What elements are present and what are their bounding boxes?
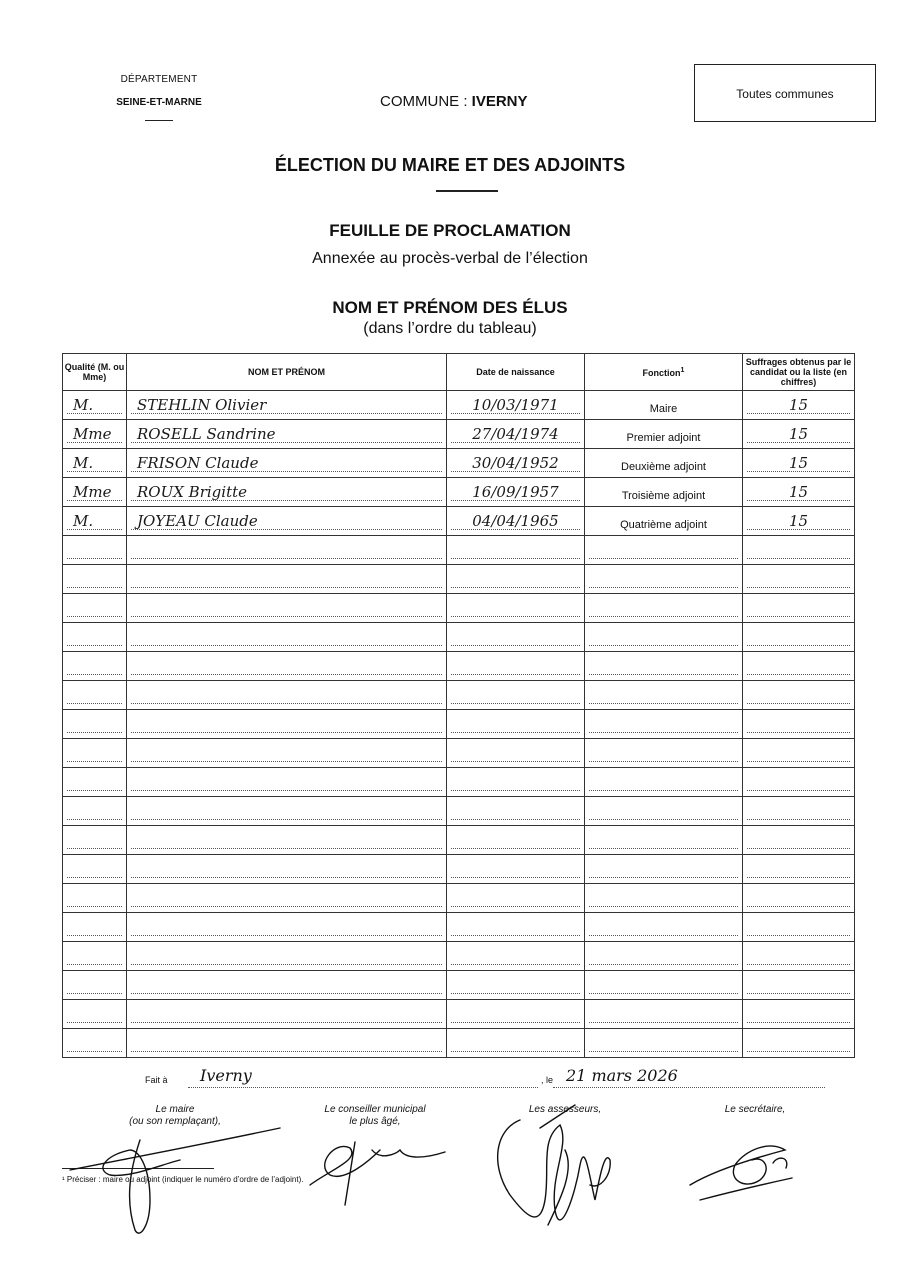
cell-suffrages <box>743 971 855 1000</box>
header-fonction-label: Fonction <box>642 368 681 378</box>
dotted-line <box>67 732 122 733</box>
title-divider <box>436 190 498 192</box>
cell-fonction <box>585 971 743 1000</box>
cell-nom <box>127 826 447 855</box>
header-date: Date de naissance <box>447 354 585 391</box>
le-date: 21 mars 2026 <box>566 1066 678 1085</box>
cell-nom <box>127 681 447 710</box>
dotted-line <box>131 558 442 559</box>
cell-nom <box>127 942 447 971</box>
table-row <box>63 536 855 565</box>
fait-dotted-line <box>188 1087 538 1088</box>
dotted-line <box>131 587 442 588</box>
dotted-line <box>131 761 442 762</box>
dotted-line <box>747 587 850 588</box>
dotted-line <box>451 964 580 965</box>
dotted-line <box>747 1051 850 1052</box>
table-row <box>63 1000 855 1029</box>
cell-suffrages <box>743 739 855 768</box>
dotted-line <box>747 964 850 965</box>
dotted-line <box>131 1051 442 1052</box>
conseiller-title: Le conseiller municipal <box>324 1104 426 1115</box>
table-row <box>63 797 855 826</box>
cell-nom <box>127 710 447 739</box>
fonction-value: Quatrième adjoint <box>620 519 707 531</box>
dotted-line <box>451 703 580 704</box>
cell-qualite <box>63 681 127 710</box>
dotted-line <box>67 1022 122 1023</box>
dotted-line <box>589 906 738 907</box>
cell-fonction <box>585 507 743 536</box>
cell-date <box>447 1000 585 1029</box>
cell-suffrages <box>743 420 855 449</box>
dotted-line <box>67 819 122 820</box>
suffrages-value: 15 <box>788 454 809 472</box>
table-row <box>63 942 855 971</box>
header-suffrages: Suffrages obtenus par le candidat ou la liste (en chiffres) <box>743 354 855 391</box>
cell-fonction <box>585 623 743 652</box>
dotted-line <box>747 1022 850 1023</box>
commune-label: COMMUNE : <box>380 93 468 110</box>
dotted-line <box>451 877 580 878</box>
table-row <box>63 652 855 681</box>
cell-date <box>447 826 585 855</box>
cell-fonction <box>585 420 743 449</box>
cell-fonction <box>585 681 743 710</box>
cell-nom <box>127 884 447 913</box>
cell-nom <box>127 478 447 507</box>
cell-date <box>447 768 585 797</box>
cell-suffrages <box>743 855 855 884</box>
cell-fonction <box>585 594 743 623</box>
cell-fonction <box>585 710 743 739</box>
dotted-line <box>451 732 580 733</box>
cell-date <box>447 681 585 710</box>
dotted-line <box>747 906 850 907</box>
cell-suffrages <box>743 826 855 855</box>
cell-date <box>447 478 585 507</box>
cell-suffrages <box>743 1000 855 1029</box>
fonction-value: Maire <box>649 403 678 415</box>
dotted-line <box>131 906 442 907</box>
dotted-line <box>589 993 738 994</box>
dotted-line <box>589 674 738 675</box>
table-row <box>63 623 855 652</box>
dotted-line <box>131 645 442 646</box>
suffrages-value: 15 <box>788 425 809 443</box>
dotted-line <box>747 616 850 617</box>
dotted-line <box>131 703 442 704</box>
dotted-line <box>451 1051 580 1052</box>
maire-subtitle: (ou son remplaçant), <box>129 1116 221 1127</box>
dotted-line <box>747 877 850 878</box>
cell-qualite <box>63 971 127 1000</box>
cell-qualite <box>63 391 127 420</box>
dotted-line <box>451 819 580 820</box>
header-fonction-note: 1 <box>680 367 685 374</box>
cell-qualite <box>63 652 127 681</box>
table-row <box>63 478 855 507</box>
cell-suffrages <box>743 942 855 971</box>
suffrages-value: 15 <box>788 483 809 501</box>
nom-value: ROSELL Sandrine <box>137 425 276 443</box>
cell-nom <box>127 594 447 623</box>
dotted-line <box>451 848 580 849</box>
cell-suffrages <box>743 507 855 536</box>
date-value: 30/04/1952 <box>472 454 559 472</box>
assesseurs-title: Les assesseurs, <box>528 1104 602 1115</box>
nom-value: ROUX Brigitte <box>137 483 248 501</box>
header-fonction <box>585 354 743 391</box>
table-row <box>63 739 855 768</box>
departement-name: SEINE-ET-MARNE <box>116 97 202 108</box>
cell-nom <box>127 913 447 942</box>
cell-qualite <box>63 594 127 623</box>
dotted-line <box>131 819 442 820</box>
maire-title: Le maire <box>155 1104 195 1115</box>
footnote-rule <box>62 1168 214 1169</box>
dotted-line <box>131 964 442 965</box>
dotted-line <box>67 703 122 704</box>
cell-qualite <box>63 507 127 536</box>
cell-qualite <box>63 1029 127 1058</box>
dotted-line <box>67 877 122 878</box>
cell-suffrages <box>743 768 855 797</box>
dotted-line <box>67 761 122 762</box>
table-row <box>63 768 855 797</box>
table-row <box>63 420 855 449</box>
dotted-line <box>131 1022 442 1023</box>
cell-nom <box>127 768 447 797</box>
le-label: , le <box>541 1075 554 1085</box>
assesseur-signature <box>498 1105 611 1225</box>
dotted-line <box>67 906 122 907</box>
main-title: ÉLECTION DU MAIRE ET DES ADJOINTS <box>274 155 626 175</box>
dotted-line <box>451 587 580 588</box>
conseiller-signature <box>310 1142 445 1205</box>
secretaire-signature <box>690 1146 792 1200</box>
cell-fonction <box>585 536 743 565</box>
cell-qualite <box>63 797 127 826</box>
dotted-line <box>67 558 122 559</box>
cell-qualite <box>63 420 127 449</box>
qualite-value: M. <box>73 512 94 530</box>
table-header-row <box>63 354 855 391</box>
cell-suffrages <box>743 391 855 420</box>
cell-qualite <box>63 826 127 855</box>
dotted-line <box>451 616 580 617</box>
cell-fonction <box>585 768 743 797</box>
qualite-value: M. <box>73 396 94 414</box>
cell-fonction <box>585 797 743 826</box>
cell-suffrages <box>743 478 855 507</box>
dotted-line <box>747 761 850 762</box>
dotted-line <box>131 877 442 878</box>
dotted-line <box>589 1051 738 1052</box>
cell-nom <box>127 739 447 768</box>
toutes-communes-box <box>694 64 876 122</box>
fonction-value: Premier adjoint <box>626 432 701 444</box>
cell-suffrages <box>743 913 855 942</box>
cell-date <box>447 391 585 420</box>
cell-fonction <box>585 826 743 855</box>
dotted-line <box>589 645 738 646</box>
dotted-line <box>451 558 580 559</box>
cell-fonction <box>585 1000 743 1029</box>
cell-qualite <box>63 710 127 739</box>
dotted-line <box>589 848 738 849</box>
dotted-line <box>67 848 122 849</box>
cell-nom <box>127 652 447 681</box>
date-value: 16/09/1957 <box>472 483 559 501</box>
dotted-line <box>131 616 442 617</box>
dotted-line <box>451 935 580 936</box>
table-row <box>63 1029 855 1058</box>
dotted-line <box>451 1022 580 1023</box>
dotted-line <box>589 877 738 878</box>
toutes-communes-text: Toutes communes <box>736 87 834 101</box>
table-row <box>63 884 855 913</box>
header-nom: NOM ET PRÉNOM <box>127 354 447 391</box>
cell-date <box>447 971 585 1000</box>
dotted-line <box>131 790 442 791</box>
cell-qualite <box>63 768 127 797</box>
dotted-line <box>747 732 850 733</box>
footnote: ¹ Préciser : maire ou adjoint (indiquer le numéro d’ordre de l’adjoint). <box>62 1175 304 1184</box>
secretaire-signature-heading <box>685 1104 825 1116</box>
cell-qualite <box>63 449 127 478</box>
conseiller-signature-heading <box>300 1104 450 1128</box>
dotted-line <box>589 790 738 791</box>
cell-suffrages <box>743 536 855 565</box>
cell-nom <box>127 797 447 826</box>
dotted-line <box>589 558 738 559</box>
cell-date <box>447 536 585 565</box>
cell-date <box>447 652 585 681</box>
dotted-line <box>451 790 580 791</box>
dotted-line <box>67 790 122 791</box>
nom-value: JOYEAU Claude <box>137 512 258 530</box>
date-value: 04/04/1965 <box>472 512 559 530</box>
maire-signature-heading <box>100 1104 250 1128</box>
cell-qualite <box>63 855 127 884</box>
nom-value: FRISON Claude <box>137 454 259 472</box>
cell-nom <box>127 449 447 478</box>
dotted-line <box>747 674 850 675</box>
cell-date <box>447 797 585 826</box>
dotted-line <box>747 993 850 994</box>
cell-qualite <box>63 565 127 594</box>
table-row <box>63 681 855 710</box>
le-dotted-line <box>553 1087 825 1088</box>
table-row <box>63 710 855 739</box>
sheet-title: FEUILLE DE PROCLAMATION <box>329 221 571 240</box>
dotted-line <box>589 819 738 820</box>
cell-qualite <box>63 623 127 652</box>
cell-qualite <box>63 478 127 507</box>
qualite-value: M. <box>73 454 94 472</box>
dotted-line <box>747 645 850 646</box>
dotted-line <box>451 993 580 994</box>
dotted-line <box>67 616 122 617</box>
dotted-line <box>589 935 738 936</box>
cell-date <box>447 942 585 971</box>
cell-fonction <box>585 391 743 420</box>
assesseurs-signature-heading <box>490 1104 640 1116</box>
cell-date <box>447 710 585 739</box>
cell-date <box>447 855 585 884</box>
cell-nom <box>127 565 447 594</box>
cell-suffrages <box>743 565 855 594</box>
cell-fonction <box>585 913 743 942</box>
dotted-line <box>67 935 122 936</box>
cell-date <box>447 420 585 449</box>
cell-suffrages <box>743 652 855 681</box>
dotted-line <box>747 703 850 704</box>
cell-date <box>447 1029 585 1058</box>
cell-fonction <box>585 884 743 913</box>
nom-value: STEHLIN Olivier <box>137 396 267 414</box>
commune-name: IVERNY <box>471 93 528 110</box>
dotted-line <box>451 674 580 675</box>
table-row <box>63 971 855 1000</box>
suffrages-value: 15 <box>788 512 809 530</box>
table-row <box>63 507 855 536</box>
fait-place: Iverny <box>200 1066 252 1085</box>
table-row <box>63 391 855 420</box>
cell-nom <box>127 391 447 420</box>
dotted-line <box>589 587 738 588</box>
dotted-line <box>131 674 442 675</box>
cell-qualite <box>63 536 127 565</box>
conseiller-subtitle: le plus âgé, <box>349 1116 401 1127</box>
cell-suffrages <box>743 449 855 478</box>
table-row <box>63 565 855 594</box>
cell-date <box>447 913 585 942</box>
cell-date <box>447 623 585 652</box>
cell-fonction <box>585 855 743 884</box>
cell-fonction <box>585 478 743 507</box>
cell-nom <box>127 420 447 449</box>
cell-nom <box>127 971 447 1000</box>
cell-qualite <box>63 913 127 942</box>
dotted-line <box>67 587 122 588</box>
cell-nom <box>127 1000 447 1029</box>
cell-qualite <box>63 739 127 768</box>
sheet-subtitle: Annexée au procès-verbal de l’élection <box>312 250 588 267</box>
dotted-line <box>131 848 442 849</box>
dotted-line <box>131 993 442 994</box>
cell-date <box>447 739 585 768</box>
secretaire-title: Le secrétaire, <box>724 1104 786 1115</box>
commune-line <box>380 93 528 110</box>
cell-fonction <box>585 565 743 594</box>
cell-nom <box>127 1029 447 1058</box>
cell-suffrages <box>743 1029 855 1058</box>
cell-qualite <box>63 1000 127 1029</box>
departement-divider <box>145 120 173 121</box>
dotted-line <box>589 616 738 617</box>
dotted-line <box>67 645 122 646</box>
fonction-value: Deuxième adjoint <box>621 461 706 473</box>
elus-table <box>62 353 855 1058</box>
cell-nom <box>127 855 447 884</box>
cell-date <box>447 449 585 478</box>
qualite-value: Mme <box>73 425 112 443</box>
elus-title: NOM ET PRÉNOM DES ÉLUS <box>332 298 568 317</box>
dotted-line <box>67 993 122 994</box>
dotted-line <box>747 819 850 820</box>
cell-nom <box>127 623 447 652</box>
cell-fonction <box>585 1029 743 1058</box>
qualite-value: Mme <box>73 483 112 501</box>
cell-fonction <box>585 652 743 681</box>
cell-date <box>447 507 585 536</box>
cell-qualite <box>63 942 127 971</box>
cell-fonction <box>585 739 743 768</box>
cell-fonction <box>585 942 743 971</box>
cell-nom <box>127 536 447 565</box>
cell-fonction <box>585 449 743 478</box>
dotted-line <box>589 732 738 733</box>
dotted-line <box>747 790 850 791</box>
cell-date <box>447 594 585 623</box>
dotted-line <box>451 906 580 907</box>
cell-date <box>447 565 585 594</box>
dotted-line <box>589 1022 738 1023</box>
cell-nom <box>127 507 447 536</box>
dotted-line <box>589 703 738 704</box>
dotted-line <box>67 1051 122 1052</box>
dotted-line <box>131 732 442 733</box>
fait-label: Fait à <box>145 1075 168 1085</box>
table-row <box>63 826 855 855</box>
cell-date <box>447 884 585 913</box>
dotted-line <box>131 935 442 936</box>
dotted-line <box>747 558 850 559</box>
fonction-value: Troisième adjoint <box>621 490 706 502</box>
departement-label: DÉPARTEMENT <box>120 74 198 85</box>
dotted-line <box>451 645 580 646</box>
cell-qualite <box>63 884 127 913</box>
table-row <box>63 594 855 623</box>
header-qualite: Qualité (M. ou Mme) <box>63 354 127 391</box>
elus-subtitle: (dans l’ordre du tableau) <box>363 320 537 337</box>
cell-suffrages <box>743 681 855 710</box>
cell-suffrages <box>743 623 855 652</box>
cell-suffrages <box>743 884 855 913</box>
dotted-line <box>67 674 122 675</box>
dotted-line <box>589 761 738 762</box>
table-row <box>63 449 855 478</box>
dotted-line <box>747 848 850 849</box>
cell-suffrages <box>743 797 855 826</box>
table-row <box>63 913 855 942</box>
cell-suffrages <box>743 594 855 623</box>
table-row <box>63 855 855 884</box>
dotted-line <box>589 964 738 965</box>
cell-suffrages <box>743 710 855 739</box>
dotted-line <box>747 935 850 936</box>
dotted-line <box>451 761 580 762</box>
dotted-line <box>67 964 122 965</box>
date-value: 10/03/1971 <box>472 396 559 414</box>
date-value: 27/04/1974 <box>472 425 559 443</box>
suffrages-value: 15 <box>788 396 809 414</box>
